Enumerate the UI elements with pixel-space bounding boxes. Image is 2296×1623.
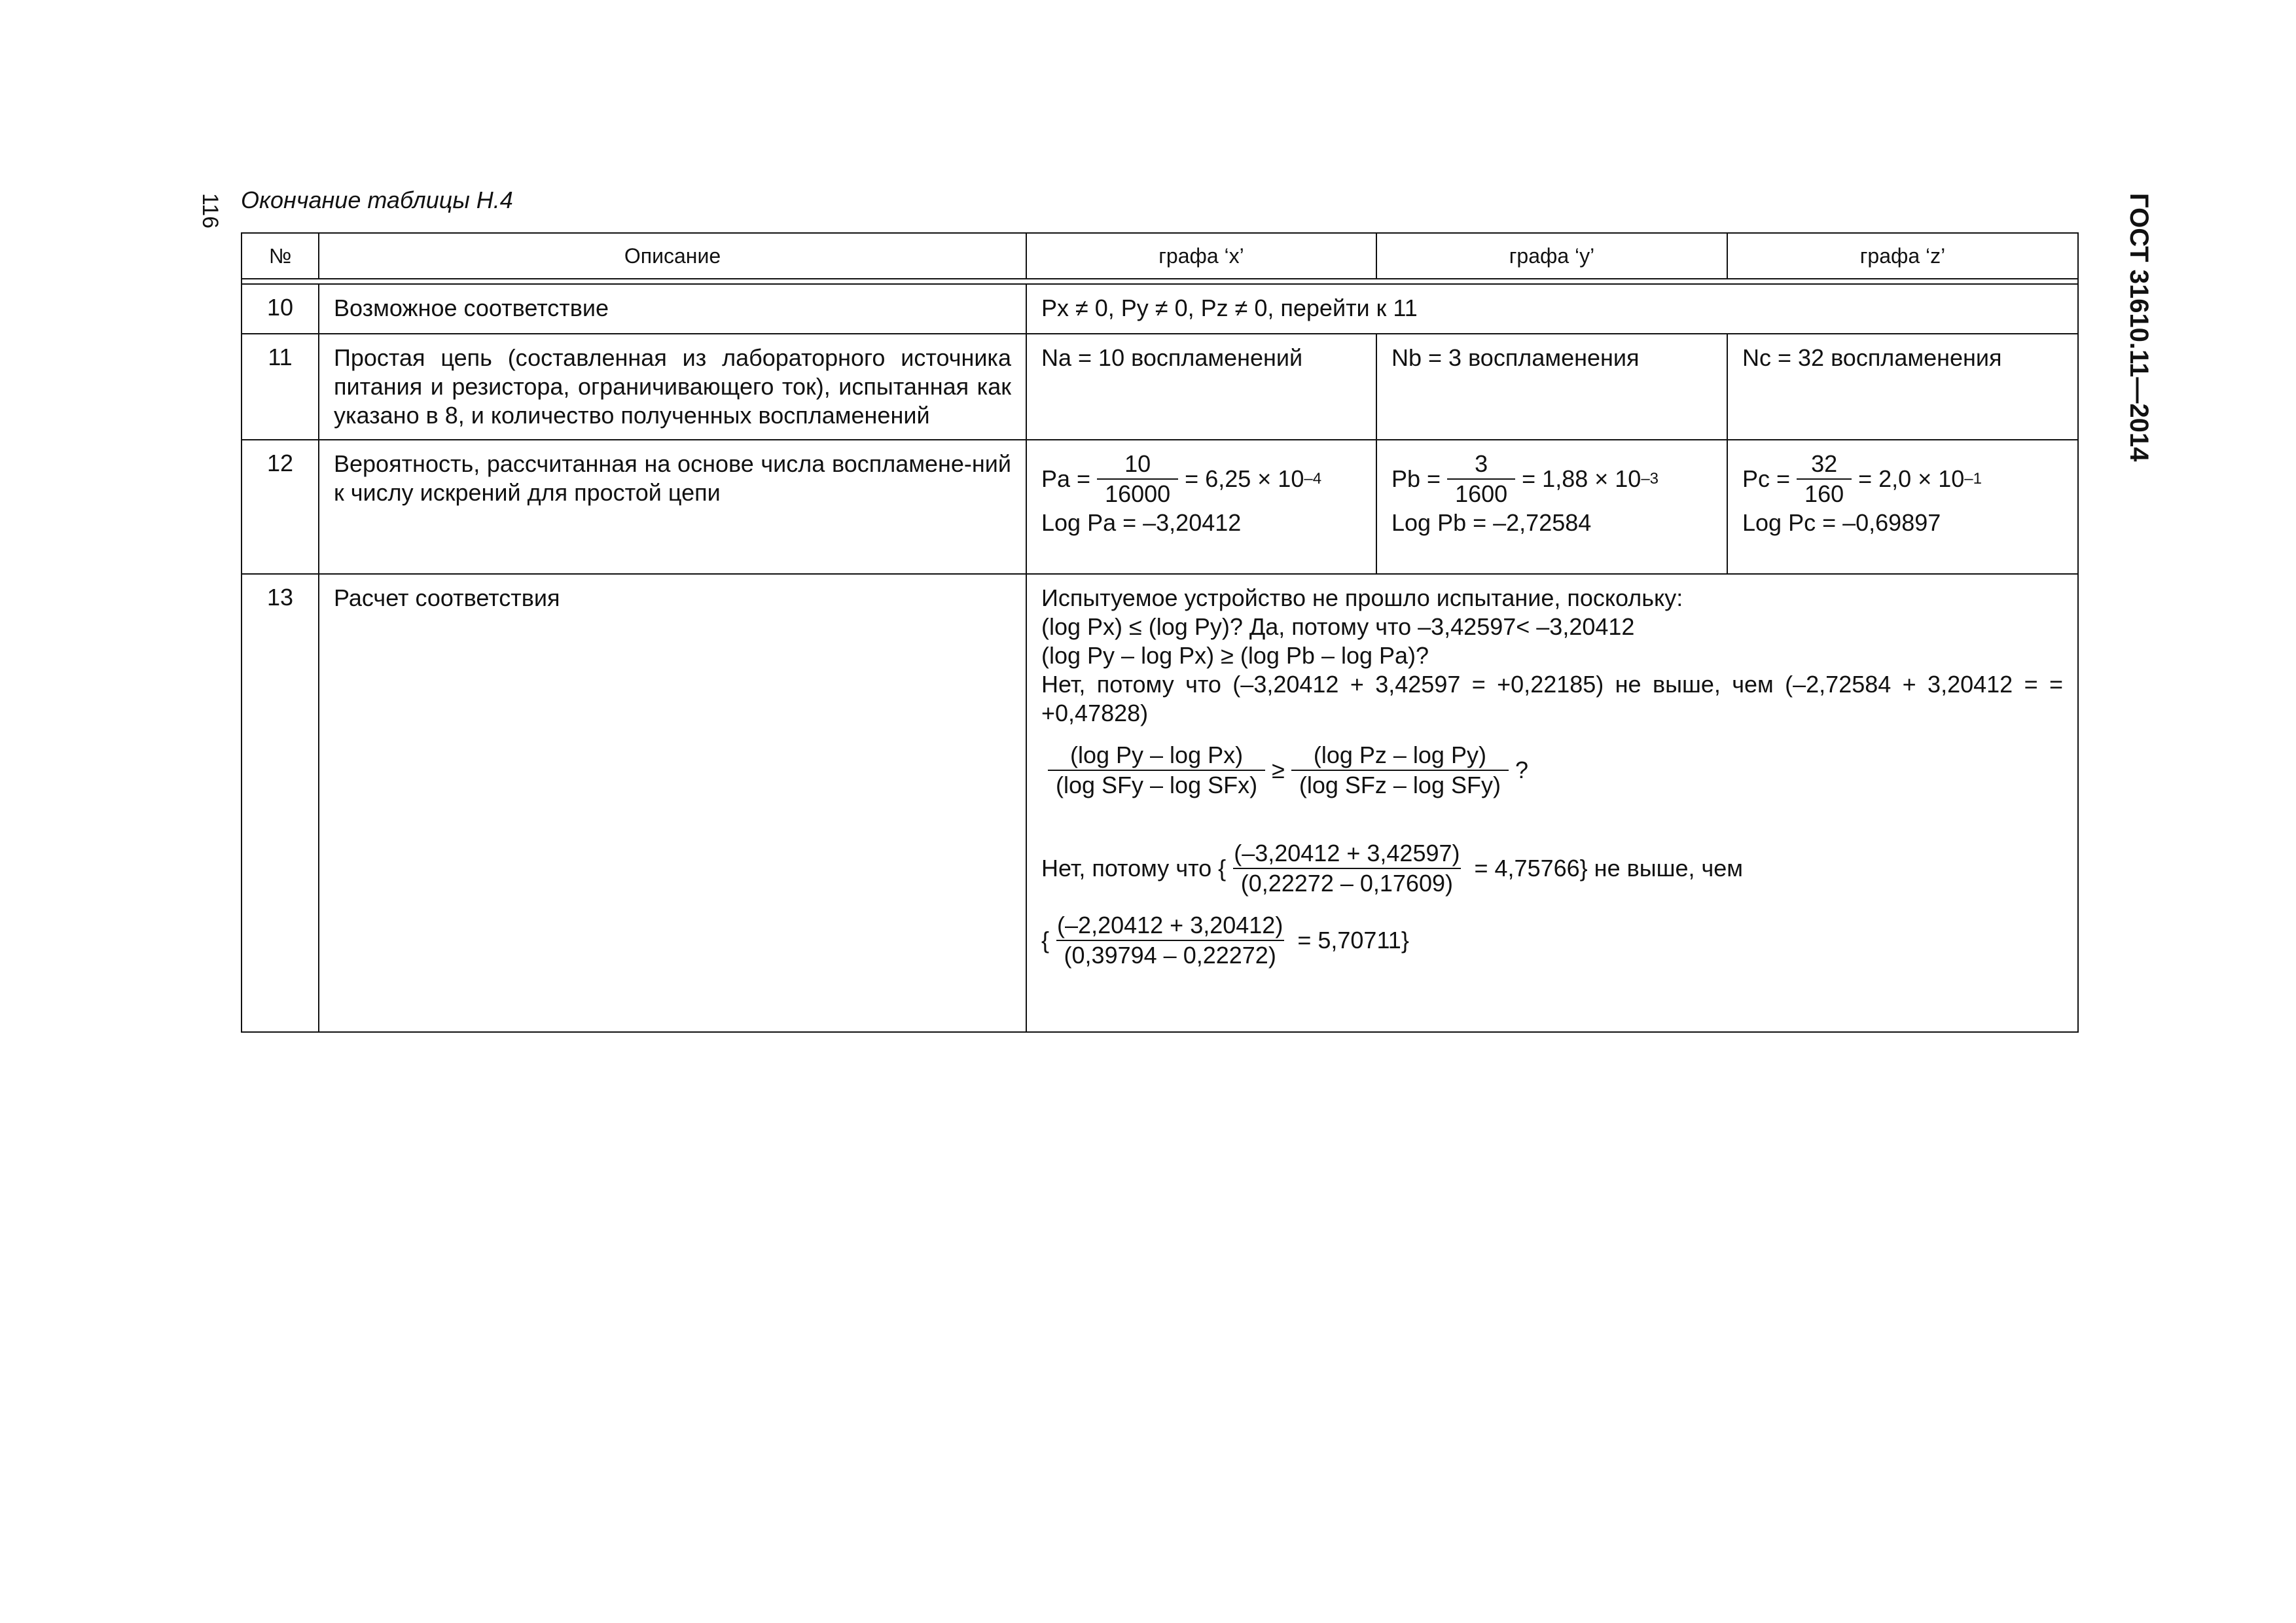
denominator: (0,39794 – 0,22272)	[1056, 940, 1284, 970]
header-description: Описание	[319, 233, 1026, 279]
cell-x: Na = 10 воспламенений	[1026, 334, 1376, 440]
question-mark: ?	[1515, 757, 1528, 783]
document-code: ГОСТ 31610.11—2014	[2125, 193, 2153, 462]
inequality-formula	[1041, 741, 2063, 800]
table-row-10	[242, 284, 2078, 334]
header-column-y: графа ‘y’	[1376, 233, 1727, 279]
probability-formula: Pa = $\frac{10}{16000}$ = 6,25 × 10 –4	[1041, 450, 1322, 507]
numerator: (–3,20412 + 3,42597)	[1234, 840, 1460, 866]
header-column-z: графа ‘z’	[1727, 233, 2078, 279]
calc-formula-2	[1041, 911, 2063, 970]
denominator: 16000	[1097, 478, 1178, 508]
calc-line-3: (log Py – log Px) ≥ (log Pb – log Pa)?	[1041, 642, 1429, 669]
formula-prefix: {	[1041, 927, 1050, 954]
row-description: Простая цепь (составленная из лабораторного источника питания и резистора, ограничивающего ток), испытанная как указано в 8, и количество полученных воспламенений	[319, 334, 1026, 440]
table-header-row	[242, 233, 2078, 279]
page-number: 116	[198, 193, 223, 229]
formula-suffix: = 5,70711}	[1297, 927, 1409, 954]
formula-suffix: = 4,75766} не выше, чем	[1474, 855, 1744, 882]
row-number: 10	[242, 284, 319, 334]
denominator: 1600	[1447, 478, 1515, 508]
calc-line-1: Испытуемое устройство не прошло испытание, поскольку:	[1041, 584, 1683, 611]
numerator: (log Py – log Px)	[1069, 741, 1244, 768]
table-row-12	[242, 440, 2078, 574]
cell-y	[1376, 440, 1727, 574]
fraction	[1049, 911, 1291, 970]
header-num: №	[242, 233, 319, 279]
probability-formula: Pc = $\frac{32}{160}$ = 2,0 × 10 –1	[1742, 450, 1982, 507]
formula-lhs: Pa =	[1041, 465, 1091, 492]
numerator: (log Pz – log Py)	[1313, 741, 1486, 768]
formula-rhs: = 2,0 × 10	[1858, 465, 1965, 492]
calc-line-4: Нет, потому что (–3,20412 + 3,42597 = +0,22185) не выше, чем (–2,72584 + 3,20412 = = +0,47828)	[1041, 671, 2063, 726]
formula-lhs: Pc =	[1742, 465, 1791, 492]
fraction-left	[1048, 741, 1265, 800]
numerator: 3	[1475, 450, 1488, 477]
header-column-x: графа ‘x’	[1026, 233, 1376, 279]
row-description: Расчет соответствия	[319, 574, 1026, 1032]
numerator: (–2,20412 + 3,20412)	[1057, 912, 1283, 938]
row-number: 11	[242, 334, 319, 440]
formula-prefix: Нет, потому что {	[1041, 855, 1227, 882]
table-row-13	[242, 574, 2078, 1032]
formula-rhs: = 1,88 × 10	[1522, 465, 1641, 492]
fraction	[1797, 450, 1852, 508]
cell-y: Nb = 3 воспламенения	[1376, 334, 1727, 440]
log-value: Log Pc = –0,69897	[1742, 509, 1941, 536]
numerator: 10	[1124, 450, 1151, 477]
operator: ≥	[1272, 757, 1285, 783]
formula-rhs: = 6,25 × 10	[1185, 465, 1304, 492]
denominator: (log SFy – log SFx)	[1048, 770, 1265, 800]
denominator: 160	[1797, 478, 1852, 508]
cell-z: Nc = 32 воспламенения	[1727, 334, 2078, 440]
row-number: 12	[242, 440, 319, 574]
calc-formula-1	[1041, 839, 2063, 898]
cell-x	[1026, 440, 1376, 574]
fraction	[1226, 839, 1467, 898]
calc-line-2: (log Px) ≤ (log Py)? Да, потому что –3,42597< –3,20412	[1041, 613, 1635, 640]
formula-lhs: Pb =	[1391, 465, 1441, 492]
cell-z	[1727, 440, 2078, 574]
probability-formula: Pb = $\frac{3}{1600}$ = 1,88 × 10 –3	[1391, 450, 1659, 507]
log-value: Log Pa = –3,20412	[1041, 509, 1242, 536]
denominator: (log SFz – log SFy)	[1291, 770, 1509, 800]
denominator: (0,22272 – 0,17609)	[1233, 868, 1461, 898]
table-caption: Окончание таблицы Н.4	[241, 187, 513, 213]
row-description: Вероятность, рассчитанная на основе числа воспламене-ний к числу искрений для простой цепи	[319, 440, 1026, 574]
data-table	[241, 232, 2079, 1033]
row-number: 13	[242, 574, 319, 1032]
numerator: 32	[1811, 450, 1838, 477]
fraction-right	[1291, 741, 1509, 800]
compliance-calculation	[1026, 574, 2078, 1032]
table-row-11	[242, 334, 2078, 440]
row-description: Возможное соответствие	[319, 284, 1026, 334]
fraction	[1097, 450, 1178, 508]
header-separator	[242, 279, 2078, 284]
fraction	[1447, 450, 1515, 508]
log-value: Log Pb = –2,72584	[1391, 509, 1592, 536]
row-value: Px ≠ 0, Py ≠ 0, Pz ≠ 0, перейти к 11	[1026, 284, 2078, 334]
